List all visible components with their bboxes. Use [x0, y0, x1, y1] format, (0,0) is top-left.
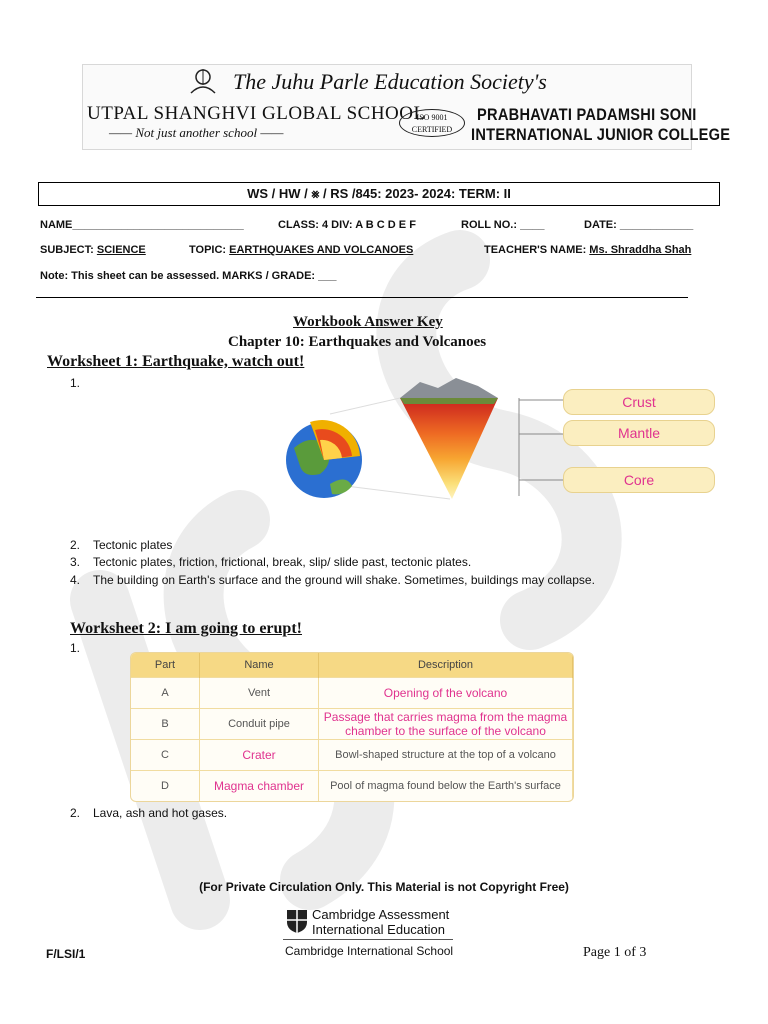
cambridge-line-2: International Education: [312, 922, 445, 937]
table-row: [131, 709, 573, 740]
cambridge-shield-icon: [285, 908, 309, 934]
class-field: CLASS: 4 DIV: A B C D E F: [278, 219, 416, 231]
teacher-label: TEACHER'S NAME:: [484, 244, 587, 256]
college-name-line-1: PRABHAVATI PADAMSHI SONI: [477, 105, 697, 124]
worksheet-code-box: WS / HW / ⨳ / RS /845: 2023- 2024: TERM: II: [38, 182, 720, 206]
name-cell: Conduit pipe: [200, 709, 319, 740]
description-cell: Pool of magma found below the Earth's surface: [319, 771, 573, 802]
divider-line: [36, 297, 688, 298]
name-cell: Crater: [200, 740, 319, 771]
subject-row: [40, 244, 146, 256]
school-name: UTPAL SHANGHVI GLOBAL SCHOOL: [87, 103, 426, 124]
header-part: Part: [131, 653, 200, 678]
cambridge-line-1: Cambridge Assessment: [312, 907, 450, 922]
header-description: Description: [319, 653, 573, 678]
iso-line-2: CERTIFIED: [411, 125, 453, 134]
teacher-value: Ms. Shraddha Shah: [589, 244, 692, 256]
volcano-parts-table: [130, 652, 574, 802]
table-row: [131, 678, 573, 709]
name-cell: Magma chamber: [200, 771, 319, 802]
cambridge-school: Cambridge International School: [285, 944, 454, 958]
assessment-note: Note: This sheet can be assessed. MARKS / GRADE: ___: [40, 270, 337, 282]
school-header-banner: [82, 64, 731, 150]
ws1-answer-3-number: 3.: [70, 555, 81, 569]
description-cell: Passage that carries magma from the magma chamber to the surface of the volcano: [319, 709, 573, 740]
date-field: DATE: ____________: [584, 219, 694, 231]
society-emblem-icon: [185, 67, 221, 97]
school-tagline: —— Not just another school ——: [109, 125, 284, 140]
ws2-q1-number: 1.: [70, 641, 81, 655]
ws2-answer-2: Lava, ash and hot gases.: [93, 806, 228, 820]
circulation-notice: (For Private Circulation Only. This Material is not Copyright Free): [199, 880, 569, 894]
iso-line-1: ISO 9001: [416, 113, 448, 122]
college-name-line-2: INTERNATIONAL JUNIOR COLLEGE: [471, 125, 731, 144]
ws1-answer-4-number: 4.: [70, 573, 81, 587]
topic-value: EARTHQUAKES AND VOLCANOES: [229, 244, 414, 256]
ws1-answer-2: Tectonic plates: [93, 538, 173, 552]
worksheet-1-heading: Worksheet 1: Earthquake, watch out!: [47, 353, 305, 370]
subject-label: SUBJECT:: [40, 244, 94, 256]
ws1-answer-2-number: 2.: [70, 538, 81, 552]
mantle-label: Mantle: [563, 420, 715, 446]
ws2-answer-2-number: 2.: [70, 806, 81, 820]
core-label: Core: [563, 467, 715, 493]
table-row: [131, 771, 573, 802]
description-cell: Bowl-shaped structure at the top of a volcano: [319, 740, 573, 771]
worksheet-2-heading: Worksheet 2: I am going to erupt!: [70, 620, 302, 637]
society-name: The Juhu Parle Education Society's: [233, 69, 547, 94]
answer-key-title: Workbook Answer Key: [293, 314, 443, 330]
part-cell: D: [131, 771, 200, 802]
ws1-answer-4: The building on Earth's surface and the ground will shake. Sometimes, buildings may collapse.: [93, 573, 595, 587]
part-cell: C: [131, 740, 200, 771]
part-cell: A: [131, 678, 200, 709]
ws1-q1-number: 1.: [70, 376, 81, 390]
name-field: NAME____________________________: [40, 219, 244, 231]
roll-no-field: ROLL NO.: ____: [461, 219, 545, 231]
earth-layers-diagram: [280, 374, 525, 509]
header-name: Name: [200, 653, 319, 678]
part-cell: B: [131, 709, 200, 740]
subject-value: SCIENCE: [96, 244, 146, 256]
chapter-title: Chapter 10: Earthquakes and Volcanoes: [228, 334, 487, 350]
iso-badge: [399, 109, 465, 137]
table-row: [131, 740, 573, 771]
description-cell: Opening of the volcano: [319, 678, 573, 709]
name-cell: Vent: [200, 678, 319, 709]
layer-connector-lines: [515, 398, 565, 498]
crust-label: Crust: [563, 389, 715, 415]
page-number: Page 1 of 3: [583, 945, 647, 960]
ws1-answer-3: Tectonic plates, friction, frictional, break, slip/ slide past, tectonic plates.: [93, 555, 472, 569]
cambridge-divider: [283, 939, 453, 940]
topic-row: [189, 244, 413, 256]
teacher-row: [484, 244, 691, 256]
topic-label: TOPIC:: [189, 244, 227, 256]
table-header-row: [131, 653, 573, 678]
form-code: F/LSI/1: [46, 947, 86, 961]
